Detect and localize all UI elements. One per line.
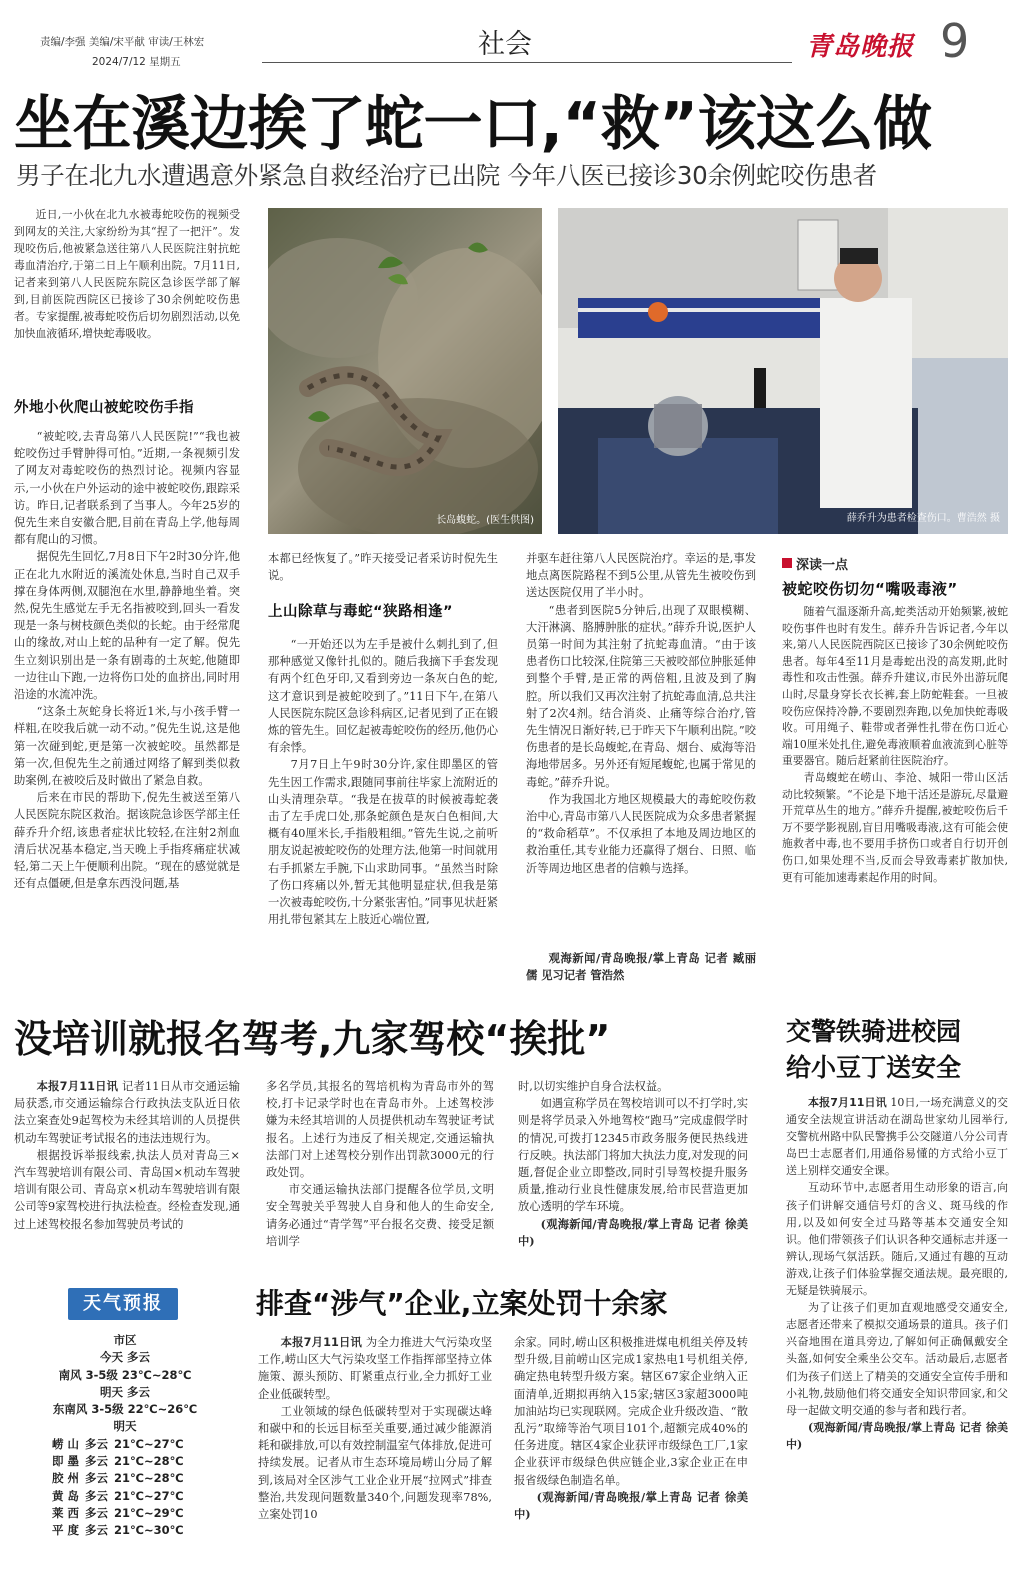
- paragraph: 随着气温逐渐升高,蛇类活动开始频繁,被蛇咬伤事件也时有发生。薛乔升告诉记者,今年以来,第八人民医院西院区已接诊了30余例蛇咬伤患者。每年4至11月是毒蛇出没的高发期,此时毒性和攻击性强。薛乔升建议,市民外出游玩爬山时,尽量身穿长衣长裤,套上防蛇鞋套。一旦被咬伤应保持冷静,不要剧烈奔跑,以免加快蛇毒吸收。可用绳子、鞋带或者弹性扎带在伤口近心端10厘米处扎住,避免毒液顺着血液流到心脏等重要器官。随后赶紧前往医院治疗。: [782, 605, 1008, 768]
- story4-headline: 排查“涉气”企业,立案处罚十余家: [256, 1287, 668, 1320]
- hospital-illustration: [558, 208, 1008, 534]
- main-column-2: [268, 550, 498, 584]
- paragraph: 根据投诉举报线索,执法人员对青岛三×汽车驾驶培训有限公司、青岛国×机动车驾驶培训有限公司、青岛京×机动车驾驶培训有限公司等9家驾校进行执法检查。经检查发现,通过上述驾校报名参加驾驶员考试的: [14, 1148, 240, 1231]
- paragraph: “一开始还以为左手是被什么刺扎到了,但那种感觉又像针扎似的。随后我摘下手套发现有两个红色牙印,又看到旁边一条灰白色的蛇,这才意识到是被蛇咬到了。”11日下午,在第八人民医院东院区急诊科病区,记者见到了正在锻炼的管先生。回忆起被毒蛇咬伤的经历,他仍心有余悸。: [268, 638, 498, 755]
- weather-place: 崂 山: [52, 1436, 80, 1451]
- weather-temp: 21℃~28℃: [114, 1471, 184, 1486]
- weather-panel: [30, 1332, 220, 1540]
- sidebar-tag: 深读一点: [796, 558, 849, 573]
- weather-place: 胶 州: [52, 1471, 80, 1486]
- weather-cond: 多云: [85, 1523, 109, 1538]
- paragraph: 互动环节中,志愿者用生动形象的语言,向孩子们讲解交通信号灯的含义、斑马线的作用,以及如何安全过马路等基本交通安全知识。他们带领孩子们认识各种交通标志并逐一辨认,现场气氛活跃。随后,又通过有趣的互动游戏,让孩子们体验掌握交通法规。最亮眼的,无疑是铁骑展示。: [786, 1181, 1008, 1298]
- weather-row: [30, 1488, 220, 1505]
- story4-column-2: [514, 1334, 748, 1560]
- byline-text: (观海新闻/青岛晚报/掌上青岛 记者 徐美中): [518, 1216, 748, 1248]
- weather-temp: 21℃~27℃: [114, 1436, 184, 1451]
- paragraph: 余家。同时,崂山区积极推进煤电机组关停及转型升级,目前崂山区完成1家热电1号机组关停,确定热电转型升级方案。辖区67家企业纳入正面清单,近期拟再纳入15家;辖区3家超3000吨加油站均已实现联网。完成企业升级改造、“散乱污”取缔等治气项目101个,超额完成40%的任务进度。辖区4家企业获评市级绿色工厂,1家企业获评市级绿色供应链企业,3家企业正在申报省级绿色制造名单。: [514, 1336, 748, 1487]
- paragraph: “这条土灰蛇身长将近1米,与小孩手臂一样粗,在咬我后就一动不动。”倪先生说,这是他第一次碰到蛇,更是第一次被蛇咬。虽然都是第一次,但倪先生之前通过网络了解到类似救助案例,在被咬后及时做出了紧急自救。: [14, 705, 240, 788]
- paragraph: “患者到医院5分钟后,出现了双眼模糊、大汗淋漓、胳膊肿胀的症状。”薛乔升说,医护人员第一时间为其注射了抗蛇毒血清。“由于该患者伤口比较深,住院第三天被咬部位肿胀延伸到整个手臂,是正常的两倍粗,且波及到了胸腔。所以我们又再次注射了抗蛇毒血清,总共注射了2次4剂。结合消炎、止痛等综合治疗,管先生情况日渐好转,已于昨天下午顺利出院。”咬伤患者的是长岛蝮蛇,在青岛、烟台、威海等沿海地带居多。另外还有短尾蝮蛇,也属于常见的毒蛇。”薛乔升说。: [526, 603, 756, 789]
- issue-date: 2024/7/12 星期五: [92, 56, 181, 68]
- paragraph: “被蛇咬,去青岛第八人民医院!”“我也被蛇咬伤过手臂肿得可怕。”近期,一条视频引发了网友对毒蛇咬伤的热烈讨论。视频内容显示,一小伙在户外运动的途中被蛇咬伤,跟踪采访。昨日,记者联系到了当事人。今年25岁的倪先生来自安徽合肥,目前在青岛上学,他每周都有爬山的习惯。: [14, 430, 240, 547]
- masthead-rule: [262, 62, 792, 63]
- story2-column-3: [518, 1078, 748, 1268]
- paragraph: [14, 1078, 240, 1147]
- sidebar-marker: [782, 558, 792, 568]
- weather-today-wind: 南风 3-5级 23℃~28℃: [58, 1367, 192, 1382]
- weather-place: 黄 岛: [52, 1488, 80, 1503]
- paragraph: 作为我国北方地区规模最大的毒蛇咬伤救治中心,青岛市第八人民医院成为众多患者紧握的“救命稻草”。不仅承担了本地及周边地区的救治重任,其专业能力还赢得了烟台、日照、临沂等周边地区患者的信赖与选择。: [526, 792, 756, 875]
- sidebar-title: 被蛇咬伤切勿“嘴吸毒液”: [782, 580, 958, 598]
- paragraph: [786, 1094, 1008, 1179]
- photo2-caption: 薛乔升为患者检查伤口。曹浩然 摄: [846, 513, 1000, 524]
- weather-cond: 多云: [85, 1471, 109, 1486]
- weather-tomorrow: 明天 多云: [99, 1384, 150, 1399]
- main-subheadline: 男子在北九水遭遇意外紧急自救经治疗已出院 今年八医已接诊30余例蛇咬伤患者: [16, 161, 877, 190]
- page-number: 9: [940, 14, 970, 68]
- section1-title: 外地小伙爬山被蛇咬伤手指: [14, 400, 194, 416]
- weather-temp: 21℃~27℃: [114, 1488, 184, 1503]
- weather-cond: 多云: [85, 1505, 109, 1520]
- weather-place: 莱 西: [52, 1505, 80, 1520]
- paper-name: 青岛晚报: [806, 32, 915, 62]
- weather-title-box: [68, 1288, 178, 1320]
- sidebar-body: [782, 604, 1008, 984]
- main-column-1: [14, 428, 240, 984]
- main-headline: 坐在溪边挨了蛇一口,“救”该这么做: [14, 89, 932, 158]
- photo1-caption: 长岛蝮蛇。(医生供图): [436, 515, 534, 526]
- paragraph: 如遇宣称学员在驾校培训可以不打学时,实则是将学员录入外地驾校“跑马”完成虚假学时的情况,可拨打12345市政务服务便民热线进行反映。执法部门将加大执法力度,对发现的问题,督促企业立即整改,同时引导驾校提升服务质量,推动行业良性健康发展,给市民营造更加放心透明的学车环境。: [518, 1097, 748, 1214]
- story3-headline: [786, 1014, 1010, 1086]
- weather-cond: 多云: [85, 1454, 109, 1469]
- main-column-2b: [268, 636, 498, 986]
- byline-text: 观海新闻/青岛晚报/掌上青岛 记者 臧丽儒 见习记者 管浩然: [526, 951, 756, 983]
- section-name: 社会: [478, 29, 532, 60]
- story2-column-2: [266, 1078, 494, 1268]
- dateline: 本报7月11日讯: [808, 1096, 887, 1109]
- paragraph-text: 记者11日从市交通运输局获悉,市交通运输综合行政执法支队近日依法立案查处9起驾校为未经其培训的人员提供机动车驾驶证考试报名的违法违规行为。: [14, 1080, 240, 1145]
- dateline: 本报7月11日讯: [36, 1080, 119, 1093]
- section2-title: 上山除草与毒蛇“狭路相逢”: [268, 604, 454, 620]
- weather-row: [30, 1522, 220, 1539]
- story4-column-1: [258, 1334, 492, 1560]
- paragraph: 后来在市民的帮助下,倪先生被送至第八人民医院东院区救治。据该院急诊医学部主任薛乔升介绍,该患者症状比较轻,在注射2剂血清后状况基本稳定,当天晚上手指疼痛症状减轻,第二天上午便顺利出院。“现在的感觉就是还有点僵硬,但是拿东西没问题,基: [14, 791, 240, 891]
- story2-headline: 没培训就报名驾考,九家驾校“挨批”: [14, 1017, 611, 1061]
- paragraph: 青岛蝮蛇在崂山、李沧、城阳一带山区活动比较频繁。“不论是下地干活还是游玩,尽量避开荒草丛生的地方。”薛乔升提醒,被蛇咬伤后千万不要学影视剧,盲目用嘴吸毒液,这有可能会使施救者中毒,也不要用手挤伤口或者自行切开创伤口,如果处理不当,反而会导致毒素扩散加快,更有可能加速毒素起作用的时间。: [782, 770, 1008, 884]
- weather-place: 平 度: [52, 1523, 80, 1538]
- snake-photo: [268, 208, 542, 534]
- weather-tomorrow2: 明天: [113, 1419, 137, 1434]
- weather-temp: 21℃~30℃: [114, 1523, 184, 1538]
- weather-row: [30, 1505, 220, 1522]
- weather-cond: 多云: [85, 1488, 109, 1503]
- weather-today: 今天 多云: [99, 1350, 150, 1365]
- story3-headline-line2: 给小豆丁送安全: [786, 1053, 962, 1082]
- hospital-photo: [558, 208, 1008, 534]
- story3-headline-line1: 交警铁骑进校园: [786, 1017, 962, 1046]
- weather-rows: [30, 1436, 220, 1540]
- paragraph: [258, 1334, 492, 1403]
- paragraph: 多名学员,其报名的驾培机构为青岛市外的驾校,打卡记录学时也在青岛市外。上述驾校涉嫌为未经其培训的人员提供机动车驾驶证考试报名。上述行为违反了相关规定,交通运输执法部门对上述驾校分别作出罚款3000元的行政处罚。: [266, 1080, 494, 1180]
- snake-illustration: [268, 208, 542, 534]
- paragraph: 为了让孩子们更加直观地感受交通安全,志愿者还带来了模拟交通场景的道具。孩子们兴奋地围在道具旁边,了解如何正确佩戴安全头盔,如何安全乘坐公交车。活动最后,志愿者们为孩子们送上了精美的交通安全宣传手册和小礼物,鼓励他们将交通安全知识带回家,和父母一起做文明交通的参与者和践行者。: [786, 1301, 1008, 1417]
- paragraph: 时,以切实维护自身合法权益。: [518, 1080, 669, 1093]
- story3-body: [786, 1094, 1008, 1560]
- paragraph: 本都已经恢复了。”昨天接受记者采访时倪先生说。: [268, 552, 498, 583]
- weather-cond: 多云: [85, 1436, 109, 1451]
- paragraph: 据倪先生回忆,7月8日下午2时30分许,他正在北九水附近的溪流处休息,当时自己双手撑在身体两侧,双腿泡在水里,静静地坐着。突然,倪先生感觉左手无名指被咬到,回头一看发现是一条与树枝颜色类似的长蛇。由于经常爬山的缘故,对山上蛇的品种有一定了解。倪先生立刻识别出是一条有剧毒的土灰蛇,他随即一边往山下跑,一边将伤口处的血挤出,同时用沿途的水流冲洗。: [14, 550, 240, 702]
- intro-paragraph: 近日,一小伙在北九水被毒蛇咬伤的视频受到网友的关注,大家纷纷为其“捏了一把汗”。发现咬伤后,他被紧急送往第八人民医院注射抗蛇毒血清治疗,于第二日上午顺利出院。7月11日,记者来到第八人民医院东院区急诊医学部了解到,目前医院西院区已接诊了30余例蛇咬伤患者。专家提醒,被毒蛇咬伤后切勿剧烈活动,以免加快血液循环,增快蛇毒吸收。: [14, 208, 240, 340]
- main-column-3: [526, 550, 756, 960]
- weather-row: [30, 1453, 220, 1470]
- weather-tomorrow-wind: 东南风 3-5级 22℃~26℃: [52, 1402, 198, 1417]
- paragraph-text: 为全力推进大气污染攻坚工作,崂山区大气污染攻坚工作指挥部坚持立体施策、源头预防、盯紧重点行业,全力抓好工业企业低碳转型。: [258, 1336, 492, 1401]
- weather-place: 即 墨: [52, 1454, 80, 1469]
- main-byline: [526, 950, 756, 986]
- dateline: 本报7月11日讯: [280, 1336, 363, 1349]
- story2-column-1: [14, 1078, 240, 1268]
- byline-text: (观海新闻/青岛晚报/掌上青岛 记者 徐美中): [786, 1420, 1008, 1451]
- paragraph-text: 10日,一场充满意义的交通安全法规宣讲活动在湖岛世家幼儿园举行,交警杭州路中队民警携手公交隧道八分公司青岛巴士志愿者们,用通俗易懂的方式给小豆丁送上别样交通安全课。: [786, 1096, 1008, 1178]
- paragraph: 并驱车赶往第八人民医院治疗。幸运的是,事发地点离医院路程不到5公里,从管先生被咬伤到送达医院仅用了半小时。: [526, 552, 756, 600]
- byline-text: (观海新闻/青岛晚报/掌上青岛 记者 徐美中): [514, 1489, 748, 1522]
- paragraph: 工业领域的绿色低碳转型对于实现碳达峰和碳中和的长远目标至关重要,通过减少能源消耗和碳排放,可以有效控制温室气体排放,促进可持续发展。记者从市生态环境局崂山分局了解到,该局对全区涉气工业企业开展“拉网式”排查整治,共发现问题数量340个,问题发现率78%,立案处罚10: [258, 1404, 492, 1522]
- credits: 责编/李强 美编/宋平献 审读/王林宏: [40, 36, 205, 48]
- weather-temp: 21℃~29℃: [114, 1505, 184, 1520]
- weather-area: 市区: [113, 1333, 137, 1347]
- weather-row: [30, 1470, 220, 1487]
- weather-temp: 21℃~28℃: [114, 1454, 184, 1469]
- paragraph: 市交通运输执法部门提醒各位学员,文明安全驾驶关乎驾驶人自身和他人的生命安全,请务必通过“青学驾”平台报名交费、接受足额培训学: [266, 1183, 494, 1248]
- paragraph: 7月7日上午9时30分许,家住即墨区的管先生因工作需求,跟随同事前往毕家上流附近的山头清理杂草。“我是在拔草的时候被毒蛇袭击了左手虎口处,那条蛇颜色是灰白色相间,大概有40厘米长,手指般粗细。”管先生说,之前听朋友说起被蛇咬伤的处理方法,他第一时间就用右手抓紧左手腕,下山求助同事。“虽然当时除了伤口疼痛以外,暂无其他明显症状,但我是第一次被毒蛇咬伤,十分紧张害怕。”同事见状赶紧用扎带包紧其左上肢近心端位置,: [268, 758, 498, 927]
- weather-row: [30, 1436, 220, 1453]
- weather-title: 天气预报: [83, 1293, 163, 1314]
- main-intro: [14, 206, 240, 384]
